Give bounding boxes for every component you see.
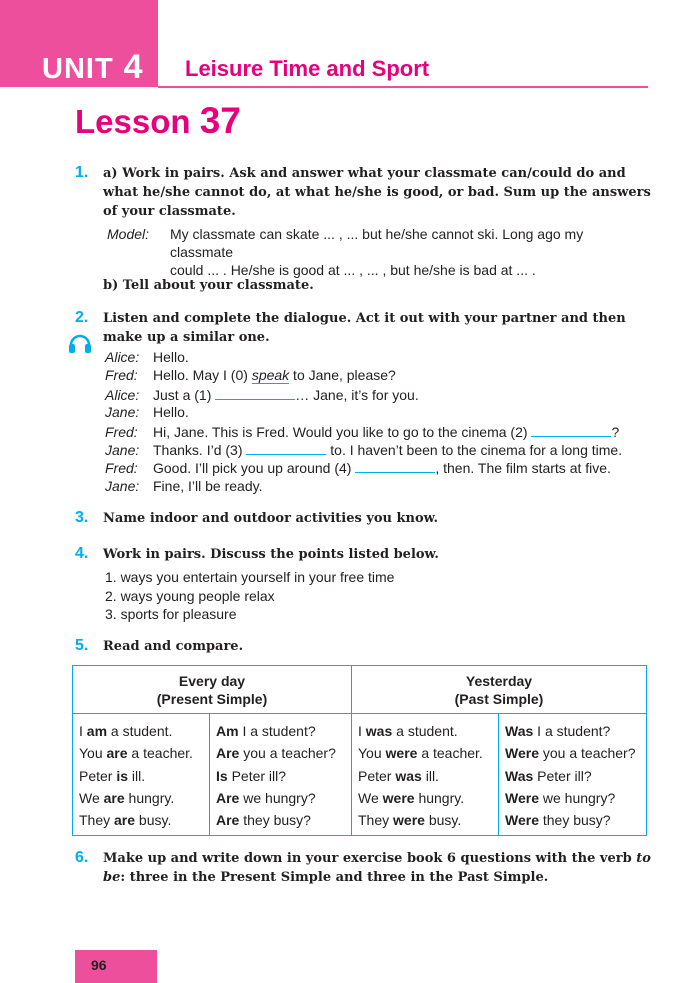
headphones-icon: [67, 332, 93, 354]
dialogue-line: Fred: Hi, Jane. This is Fred. Would you like to go to the cinema (2) ?: [105, 423, 620, 440]
dialogue-line: Jane: Thanks. I’d (3) to. I haven’t been to the cinema for a long time.: [105, 441, 623, 458]
dialogue-line: Jane: Hello.: [105, 404, 189, 421]
answer-blank-4[interactable]: [355, 458, 435, 473]
table-row: Am I a student?: [216, 723, 316, 739]
table-row: Peter is ill.: [79, 767, 146, 784]
exercise-1b-instruction: b) Tell about your classmate.: [103, 278, 314, 293]
table-row: We were hungry.: [358, 789, 465, 806]
answer-blank-1[interactable]: [215, 385, 295, 400]
table-row: They were busy.: [358, 812, 462, 829]
model-line-2: could ... . He/she is good at ... , ... , but he/she is bad at ... .: [170, 262, 536, 278]
table-row: We are hungry.: [79, 789, 175, 806]
table-row: Was Peter ill?: [505, 767, 592, 784]
table-row: Peter was ill.: [358, 767, 439, 784]
dialogue-line: Alice: Hello.: [105, 349, 189, 365]
dialogue-line: Fred: Hello. May I (0) speak to Jane, please?: [105, 367, 396, 384]
exercise-6-number: 6.: [75, 849, 89, 866]
table-row: I am a student.: [79, 723, 173, 739]
exercise-3-number: 3.: [75, 509, 89, 526]
lesson-title: Lesson 37: [75, 100, 241, 141]
page-number: 96: [91, 957, 107, 973]
list-item: 1. ways you entertain yourself in your free time: [105, 569, 395, 585]
header-divider: [158, 86, 648, 88]
table-row: Were they busy?: [505, 812, 611, 829]
exercise-4-number: 4.: [75, 545, 89, 562]
table-row: Are we hungry?: [216, 789, 316, 806]
table-row: Are you a teacher?: [216, 745, 336, 762]
exercise-5-number: 5.: [75, 637, 89, 654]
present-questions-column: [210, 714, 352, 836]
answer-blank-2[interactable]: [531, 422, 611, 437]
exercise-2-number: 2.: [75, 309, 89, 326]
table-row: They are busy.: [79, 812, 172, 829]
exercise-1-number: 1.: [75, 164, 89, 181]
unit-label: UNIT 4: [42, 48, 144, 86]
table-row: Was I a student?: [505, 723, 611, 739]
present-statements-column: [73, 714, 210, 836]
exercise-2-instruction: Listen and complete the dialogue. Act it out with your partner and then make up a similar one.: [103, 311, 626, 345]
model-line-1: My classmate can skate ... , ... but he/she cannot ski. Long ago my classmate: [170, 226, 584, 260]
dialogue-line: Fred: Good. I’ll pick you up around (4) , then. The film starts at five.: [105, 460, 611, 477]
table-row: Are they busy?: [216, 812, 311, 829]
exercise-3-instruction: Name indoor and outdoor activities you know.: [103, 511, 439, 526]
discussion-list: [105, 568, 394, 624]
comparison-table: [72, 665, 647, 836]
past-questions-column: [499, 714, 647, 836]
table-row: Were you a teacher?: [505, 745, 636, 762]
dialogue-line: Alice: Just a (1) … Jane, it’s for you.: [105, 386, 419, 403]
dialogue-line: Jane: Fine, I’ll be ready.: [105, 477, 263, 494]
list-item: 2. ways young people relax: [105, 587, 275, 604]
table-row: Were we hungry?: [505, 789, 616, 806]
exercise-6-instruction: Make up and write down in your exercise book 6 questions with the verb to be: three in the Present Simple and three in the Past Simple.: [103, 851, 651, 885]
exercise-5-instruction: Read and compare.: [103, 639, 244, 654]
table-row: Is Peter ill?: [216, 767, 287, 784]
dialogue: [105, 348, 655, 495]
exercise-1a-instruction: a) Work in pairs. Ask and answer what your classmate can/could do and what he/she cannot do, at what he/she is good, or bad. Sum up the answers of your classmate.: [103, 166, 651, 219]
exercise-4-instruction: Work in pairs. Discuss the points listed below.: [103, 547, 439, 562]
answer-blank-3[interactable]: [246, 440, 326, 455]
table-header-past: Yesterday (Past Simple): [352, 666, 647, 714]
model-label: Model:: [107, 226, 150, 242]
table-row: You are a teacher.: [79, 745, 193, 762]
example-answer: speak: [251, 367, 290, 384]
past-statements-column: [352, 714, 499, 836]
page-number-box: [75, 950, 157, 983]
table-header-present: Every day (Present Simple): [73, 666, 352, 714]
unit-title: Leisure Time and Sport: [185, 56, 430, 81]
list-item: 3. sports for pleasure: [105, 606, 237, 622]
table-row: I was a student.: [358, 723, 458, 739]
table-row: You were a teacher.: [358, 745, 483, 762]
